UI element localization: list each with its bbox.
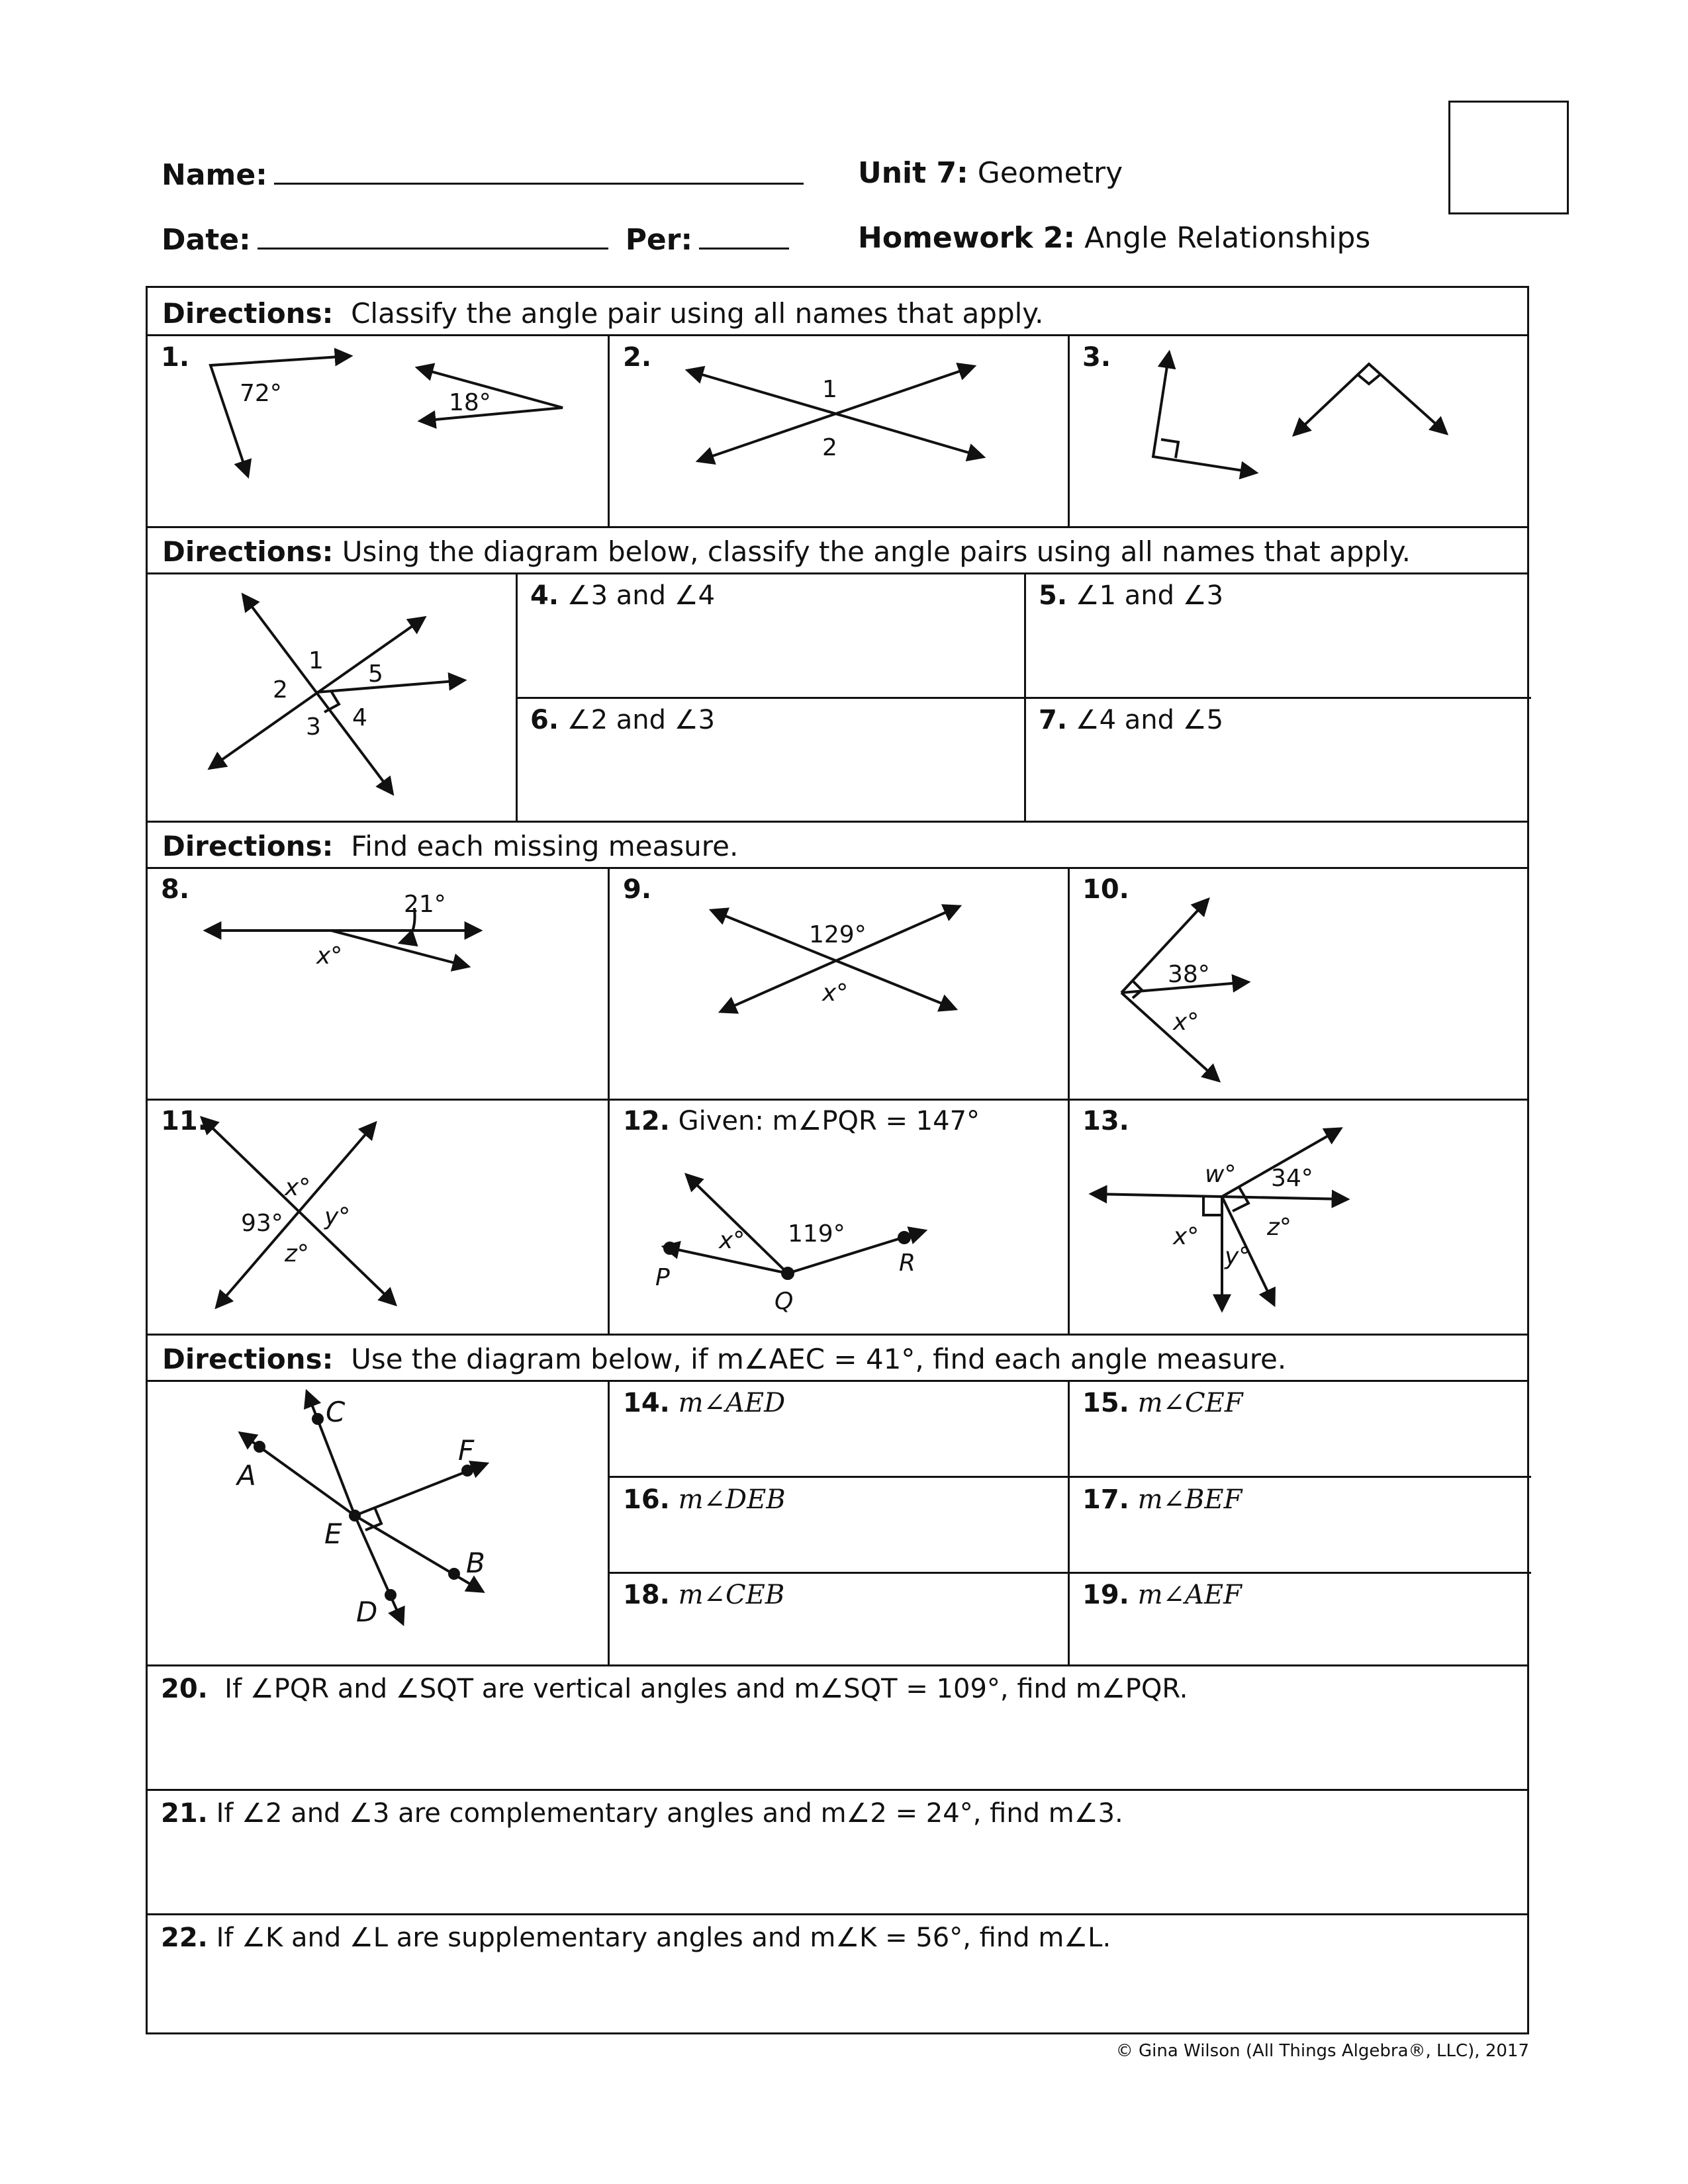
problem-1-figure (211, 356, 563, 475)
name-label: Name: (162, 158, 267, 192)
d2-label-4: 4 (352, 704, 367, 731)
problem-20: 20. If ∠PQR and ∠SQT are vertical angles and m∠SQT = 109°, find m∠PQR. (161, 1674, 1188, 1704)
directions-3: Directions: Find each missing measure. (162, 830, 739, 862)
problem-11-number: 11. (161, 1106, 208, 1136)
d2-label-3: 3 (306, 713, 321, 741)
p12-angle-119: 119° (788, 1220, 845, 1248)
problem-4: 4. ∠3 and ∠4 (530, 580, 716, 611)
homework-name: Angle Relationships (1084, 221, 1371, 255)
period-label: Per: (625, 223, 693, 257)
problem-12: 12. Given: m∠PQR = 147° (623, 1106, 980, 1136)
d4-point-d: D (356, 1596, 378, 1628)
p2-angle-2: 2 (822, 434, 837, 461)
problem-17: 17. m∠BEF (1082, 1484, 1243, 1515)
d2-label-1: 1 (308, 647, 324, 674)
d2-label-2: 2 (273, 676, 288, 704)
problem-13-number: 13. (1082, 1106, 1129, 1136)
problem-3-figure (1153, 353, 1446, 473)
d4-point-c: C (326, 1396, 346, 1428)
problem-21: 21. If ∠2 and ∠3 are complementary angles and m∠2 = 24°, find m∠3. (161, 1798, 1123, 1829)
directions-4: Directions: Use the diagram below, if m∠AEC = 41°, find each angle measure. (162, 1343, 1287, 1375)
d4-point-e: E (324, 1518, 342, 1550)
problem-5: 5. ∠1 and ∠3 (1039, 580, 1224, 611)
unit-name: Geometry (977, 156, 1123, 190)
p11-angle-y: y° (324, 1203, 351, 1230)
problem-8-number: 8. (161, 874, 190, 905)
date-label: Date: (162, 223, 251, 257)
p9-angle-129: 129° (809, 921, 867, 948)
problem-9-number: 9. (623, 874, 652, 905)
problem-6: 6. ∠2 and ∠3 (530, 705, 716, 735)
p12-point-q: Q (774, 1288, 794, 1315)
p13-angle-x: x° (1173, 1223, 1199, 1250)
p1-angle-72: 72° (240, 380, 282, 407)
unit-label: Unit 7: (858, 156, 968, 190)
p12-point-p: P (655, 1264, 670, 1291)
d4-point-f: F (458, 1434, 475, 1467)
directions-2: Directions: Using the diagram below, classify the angle pairs using all names that apply. (162, 535, 1411, 568)
p10-angle-x: x° (1173, 1009, 1199, 1036)
angle-diagram-4-7 (211, 596, 463, 793)
problem-11-figure (203, 1118, 395, 1306)
p8-angle-x: x° (316, 942, 343, 970)
p1-angle-18: 18° (449, 389, 491, 416)
p13-angle-34: 34° (1271, 1165, 1313, 1192)
problem-10-figure (1121, 900, 1247, 1080)
problem-18: 18. m∠CEB (623, 1580, 785, 1610)
problem-15: 15. m∠CEF (1082, 1388, 1243, 1418)
problem-13-figure (1092, 1129, 1346, 1309)
d4-point-a: A (237, 1459, 256, 1492)
p13-angle-z: z° (1267, 1214, 1291, 1241)
homework-label: Homework 2: (858, 221, 1076, 255)
p13-angle-w: w° (1205, 1161, 1237, 1188)
problem-22: 22. If ∠K and ∠L are supplementary angles and m∠K = 56°, find m∠L. (161, 1923, 1111, 1953)
p13-angle-y: y° (1225, 1243, 1251, 1270)
problem-3-number: 3. (1082, 342, 1111, 373)
directions-1: Directions: Classify the angle pair using all names that apply. (162, 297, 1044, 330)
p11-angle-z: z° (285, 1240, 309, 1267)
d4-point-b: B (466, 1547, 485, 1579)
d2-label-5: 5 (368, 660, 383, 688)
problem-14: 14. m∠AED (623, 1388, 786, 1418)
p2-angle-1: 1 (822, 376, 837, 403)
angle-diagram-14-19 (241, 1392, 486, 1623)
copyright: © Gina Wilson (All Things Algebra®, LLC), 2017 (1115, 2041, 1529, 2061)
p9-angle-x: x° (822, 979, 849, 1007)
p8-angle-21: 21° (404, 891, 446, 918)
p10-angle-38: 38° (1168, 961, 1210, 988)
problem-19: 19. m∠AEF (1082, 1580, 1242, 1610)
p12-point-r: R (899, 1250, 916, 1277)
p12-angle-x: x° (719, 1227, 745, 1254)
problem-1-number: 1. (161, 342, 190, 373)
problem-16: 16. m∠DEB (623, 1484, 786, 1515)
problem-2-number: 2. (623, 342, 652, 373)
p11-angle-93: 93° (241, 1210, 283, 1237)
problem-7: 7. ∠4 and ∠5 (1039, 705, 1224, 735)
problem-10-number: 10. (1082, 874, 1129, 905)
p11-angle-x: x° (285, 1174, 311, 1201)
